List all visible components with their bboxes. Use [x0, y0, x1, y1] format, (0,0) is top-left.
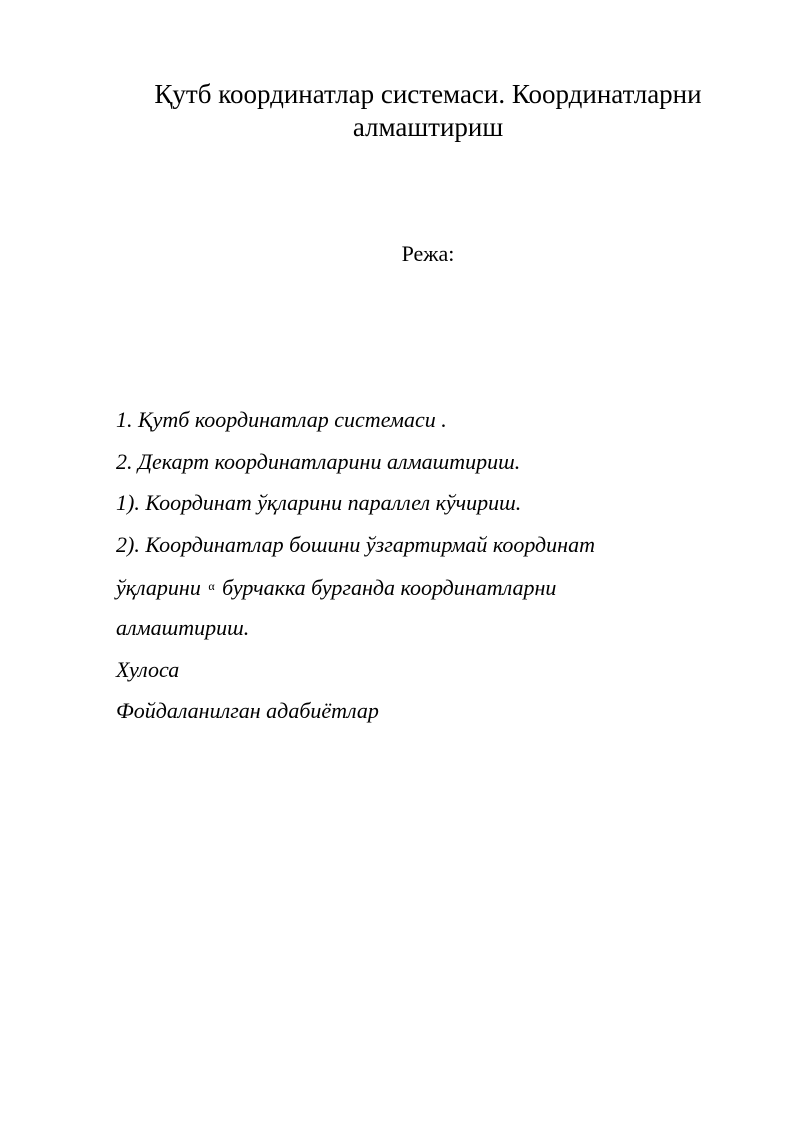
plan-item: Хулоса: [116, 656, 180, 682]
plan-heading: Режа:: [401, 241, 455, 266]
plan-item-text: бурчакка бурганда координатларни: [222, 575, 557, 601]
plan-item: 2). Координатлар бошини ўзгартирмай координат: [116, 531, 595, 557]
plan-item: [116, 571, 736, 613]
title-line-2: алмаштириш: [352, 112, 504, 142]
plan-item: 1. Қутб координатлар системаси .: [116, 407, 447, 432]
plan-item: 1). Координат ўқларини параллел кўчириш.: [116, 490, 522, 516]
title-line-1: Қутб координатлар системаси. Координатларни: [154, 79, 702, 109]
plan-item: 2. Декарт координатларини алмаштириш.: [116, 448, 521, 474]
plan-item: алмаштириш.: [116, 614, 250, 640]
alpha-symbol: α: [208, 579, 215, 594]
plan-list: [116, 405, 736, 738]
plan-item: Фойдаланилган адабиётлар: [116, 698, 379, 724]
plan-item-text: ўқларини: [116, 575, 201, 601]
document-title: [100, 78, 756, 144]
